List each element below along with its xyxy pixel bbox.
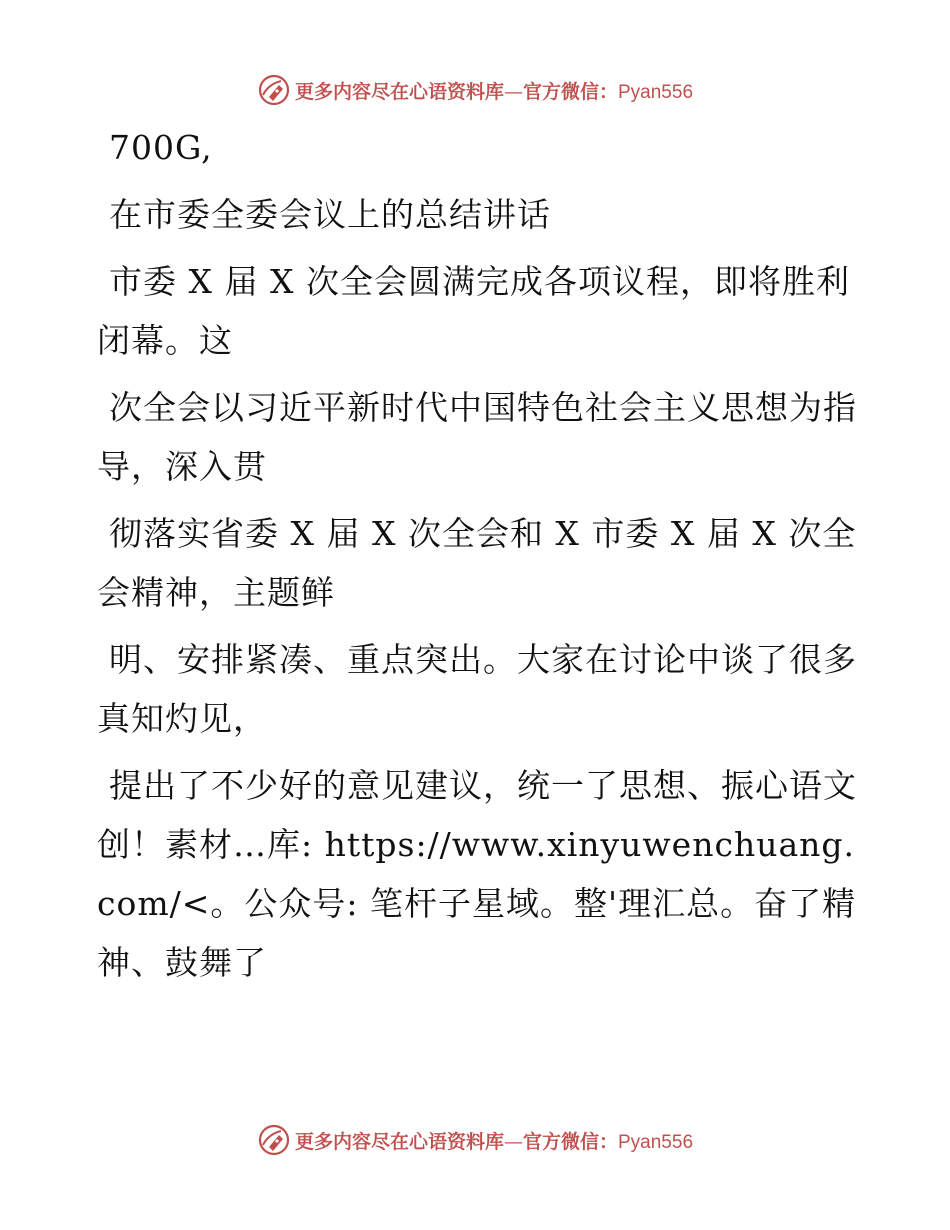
banner-text	[295, 77, 693, 104]
banner-wechat-id: Pyan556	[618, 1131, 694, 1153]
banner-title: 更多内容尽在心语资料库	[294, 80, 504, 103]
pen-nib-logo-icon	[257, 1123, 291, 1157]
paragraph: 提出了不少好的意见建议，统一了思想、振心语文创！素材…库: https://www.xinyuwenchuang.com/<。公众号: 笔杆子星域。整'理汇总。奋了精神、鼓舞了	[97, 766, 857, 982]
document-title: 在市委全委会议上的总结讲话	[109, 195, 551, 234]
banner-wechat-label: 官方微信：	[522, 80, 618, 103]
paragraph: 次全会以习近平新时代中国特色社会主义思想为指导，深入贯	[97, 388, 857, 486]
banner-separator: —	[503, 1130, 523, 1153]
banner-separator: —	[503, 80, 523, 103]
paragraph: 彻落实省委 X 届 X 次全会和 X 市委 X 届 X 次全会精神，主题鲜	[97, 514, 857, 612]
paragraph: 明、安排紧凑、重点突出。大家在讨论中谈了很多真知灼见，	[97, 640, 857, 738]
banner-wechat-id: Pyan556	[618, 81, 694, 103]
banner-text	[295, 1127, 693, 1154]
banner-title: 更多内容尽在心语资料库	[294, 1130, 504, 1153]
pen-nib-logo-icon	[257, 73, 291, 107]
footer-banner	[0, 1120, 950, 1160]
banner-wechat-label: 官方微信：	[522, 1130, 618, 1153]
header-banner	[0, 70, 950, 110]
document-body	[97, 118, 857, 992]
paragraph: 700G,	[109, 128, 213, 167]
paragraph: 市委 X 届 X 次全会圆满完成各项议程，即将胜利闭幕。这	[97, 262, 850, 360]
